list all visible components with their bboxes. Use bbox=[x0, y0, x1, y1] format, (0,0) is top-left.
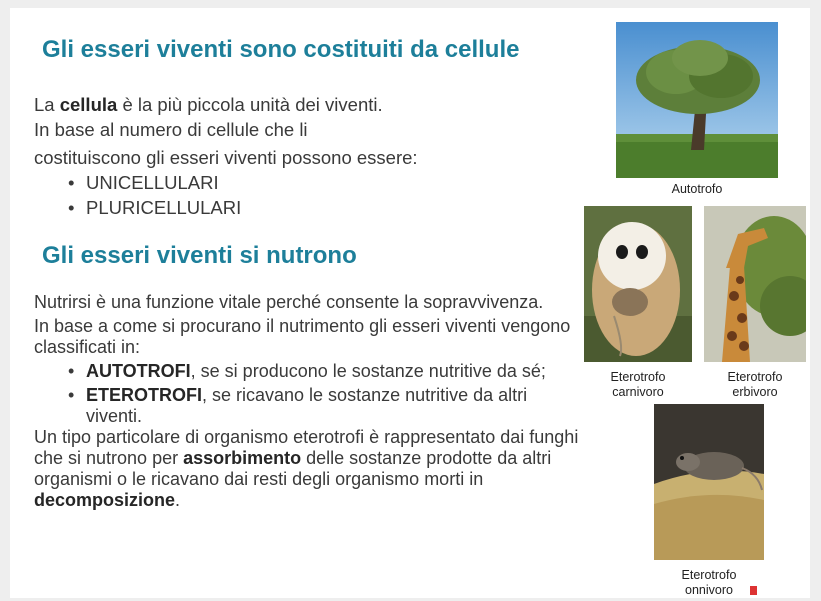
intro-line-2: In base al numero di cellule che li bbox=[34, 119, 308, 140]
autotrofi-bold: AUTOTROFI bbox=[86, 361, 191, 381]
slide bbox=[10, 8, 810, 598]
nutrition-types-list bbox=[34, 361, 582, 427]
cell-types-list bbox=[34, 170, 594, 220]
assorbimento-bold: assorbimento bbox=[183, 448, 302, 468]
caption-erbivoro bbox=[704, 370, 806, 400]
list-item-unicellulari: • UNICELLULARI bbox=[34, 170, 594, 195]
rat-photo bbox=[654, 404, 764, 560]
intro-text bbox=[34, 92, 594, 220]
logo-mark-icon bbox=[750, 586, 757, 595]
caption-carnivoro-line-1: Eterotrofo bbox=[610, 370, 666, 384]
tree-photo bbox=[616, 22, 778, 178]
caption-onnivoro-line-1: Eterotrofo bbox=[681, 568, 737, 582]
decomposizione-bold: decomposizione bbox=[34, 490, 176, 510]
caption-onnivoro-line-2: onnivoro bbox=[685, 583, 733, 597]
caption-carnivoro-line-2: carnivoro bbox=[612, 385, 664, 399]
autotrofi-description: , se si producono le sostanze nutritive da sé; bbox=[190, 361, 546, 381]
caption-onnivoro bbox=[654, 568, 764, 598]
funghi-text-1: Un tipo particolare di organismo eterotrofi è rappresentato dai funghi che si nutrono per bbox=[34, 427, 579, 468]
tree-image bbox=[616, 22, 778, 178]
intro-line-1-pre: La bbox=[34, 94, 60, 115]
giraffe-photo bbox=[704, 206, 806, 362]
giraffe-image bbox=[704, 206, 806, 362]
caption-carnivoro bbox=[584, 370, 692, 400]
owl-image bbox=[584, 206, 692, 362]
intro-cellula-bold: cellula bbox=[59, 94, 118, 115]
intro-line-1-post: è la più piccola unità dei viventi. bbox=[117, 94, 383, 115]
intro-line-1 bbox=[34, 92, 594, 117]
list-item-pluricellulari: • PLURICELLULARI bbox=[34, 195, 594, 220]
caption-autotrofo: Autotrofo bbox=[671, 182, 723, 196]
corner-logo bbox=[750, 586, 806, 598]
list-item-eterotrofi bbox=[34, 385, 582, 427]
rat-image bbox=[654, 404, 764, 560]
caption-erbivoro-line-2: erbivoro bbox=[732, 385, 778, 399]
nutrition-paragraph-3 bbox=[34, 427, 582, 511]
intro-line-3: costituiscono gli esseri viventi possono essere: bbox=[34, 147, 418, 168]
nutrition-paragraph-2: In base a come si procurano il nutrimento gli esseri viventi vengono classificati in: bbox=[34, 316, 571, 357]
caption-erbivoro-line-1: Eterotrofo bbox=[727, 370, 783, 384]
eterotrofi-description: , se ricavano le sostanze nutritive da altri viventi. bbox=[86, 385, 528, 426]
heading-nutrition: Gli esseri viventi si nutrono bbox=[42, 242, 357, 269]
funghi-text-end: . bbox=[175, 490, 181, 510]
nutrition-text bbox=[34, 292, 582, 514]
heading-cells: Gli esseri viventi sono costituiti da cellule bbox=[42, 36, 520, 63]
eterotrofi-bold: ETEROTROFI bbox=[86, 385, 202, 405]
funghi-text-2: delle sostanze prodotte da altri organismi o le ricavano dai resti degli organismo morti in bbox=[34, 448, 552, 489]
list-item-autotrofi bbox=[34, 361, 582, 382]
nutrition-paragraph-1: Nutrirsi è una funzione vitale perché consente la sopravvivenza. bbox=[34, 292, 544, 312]
owl-photo bbox=[584, 206, 692, 362]
